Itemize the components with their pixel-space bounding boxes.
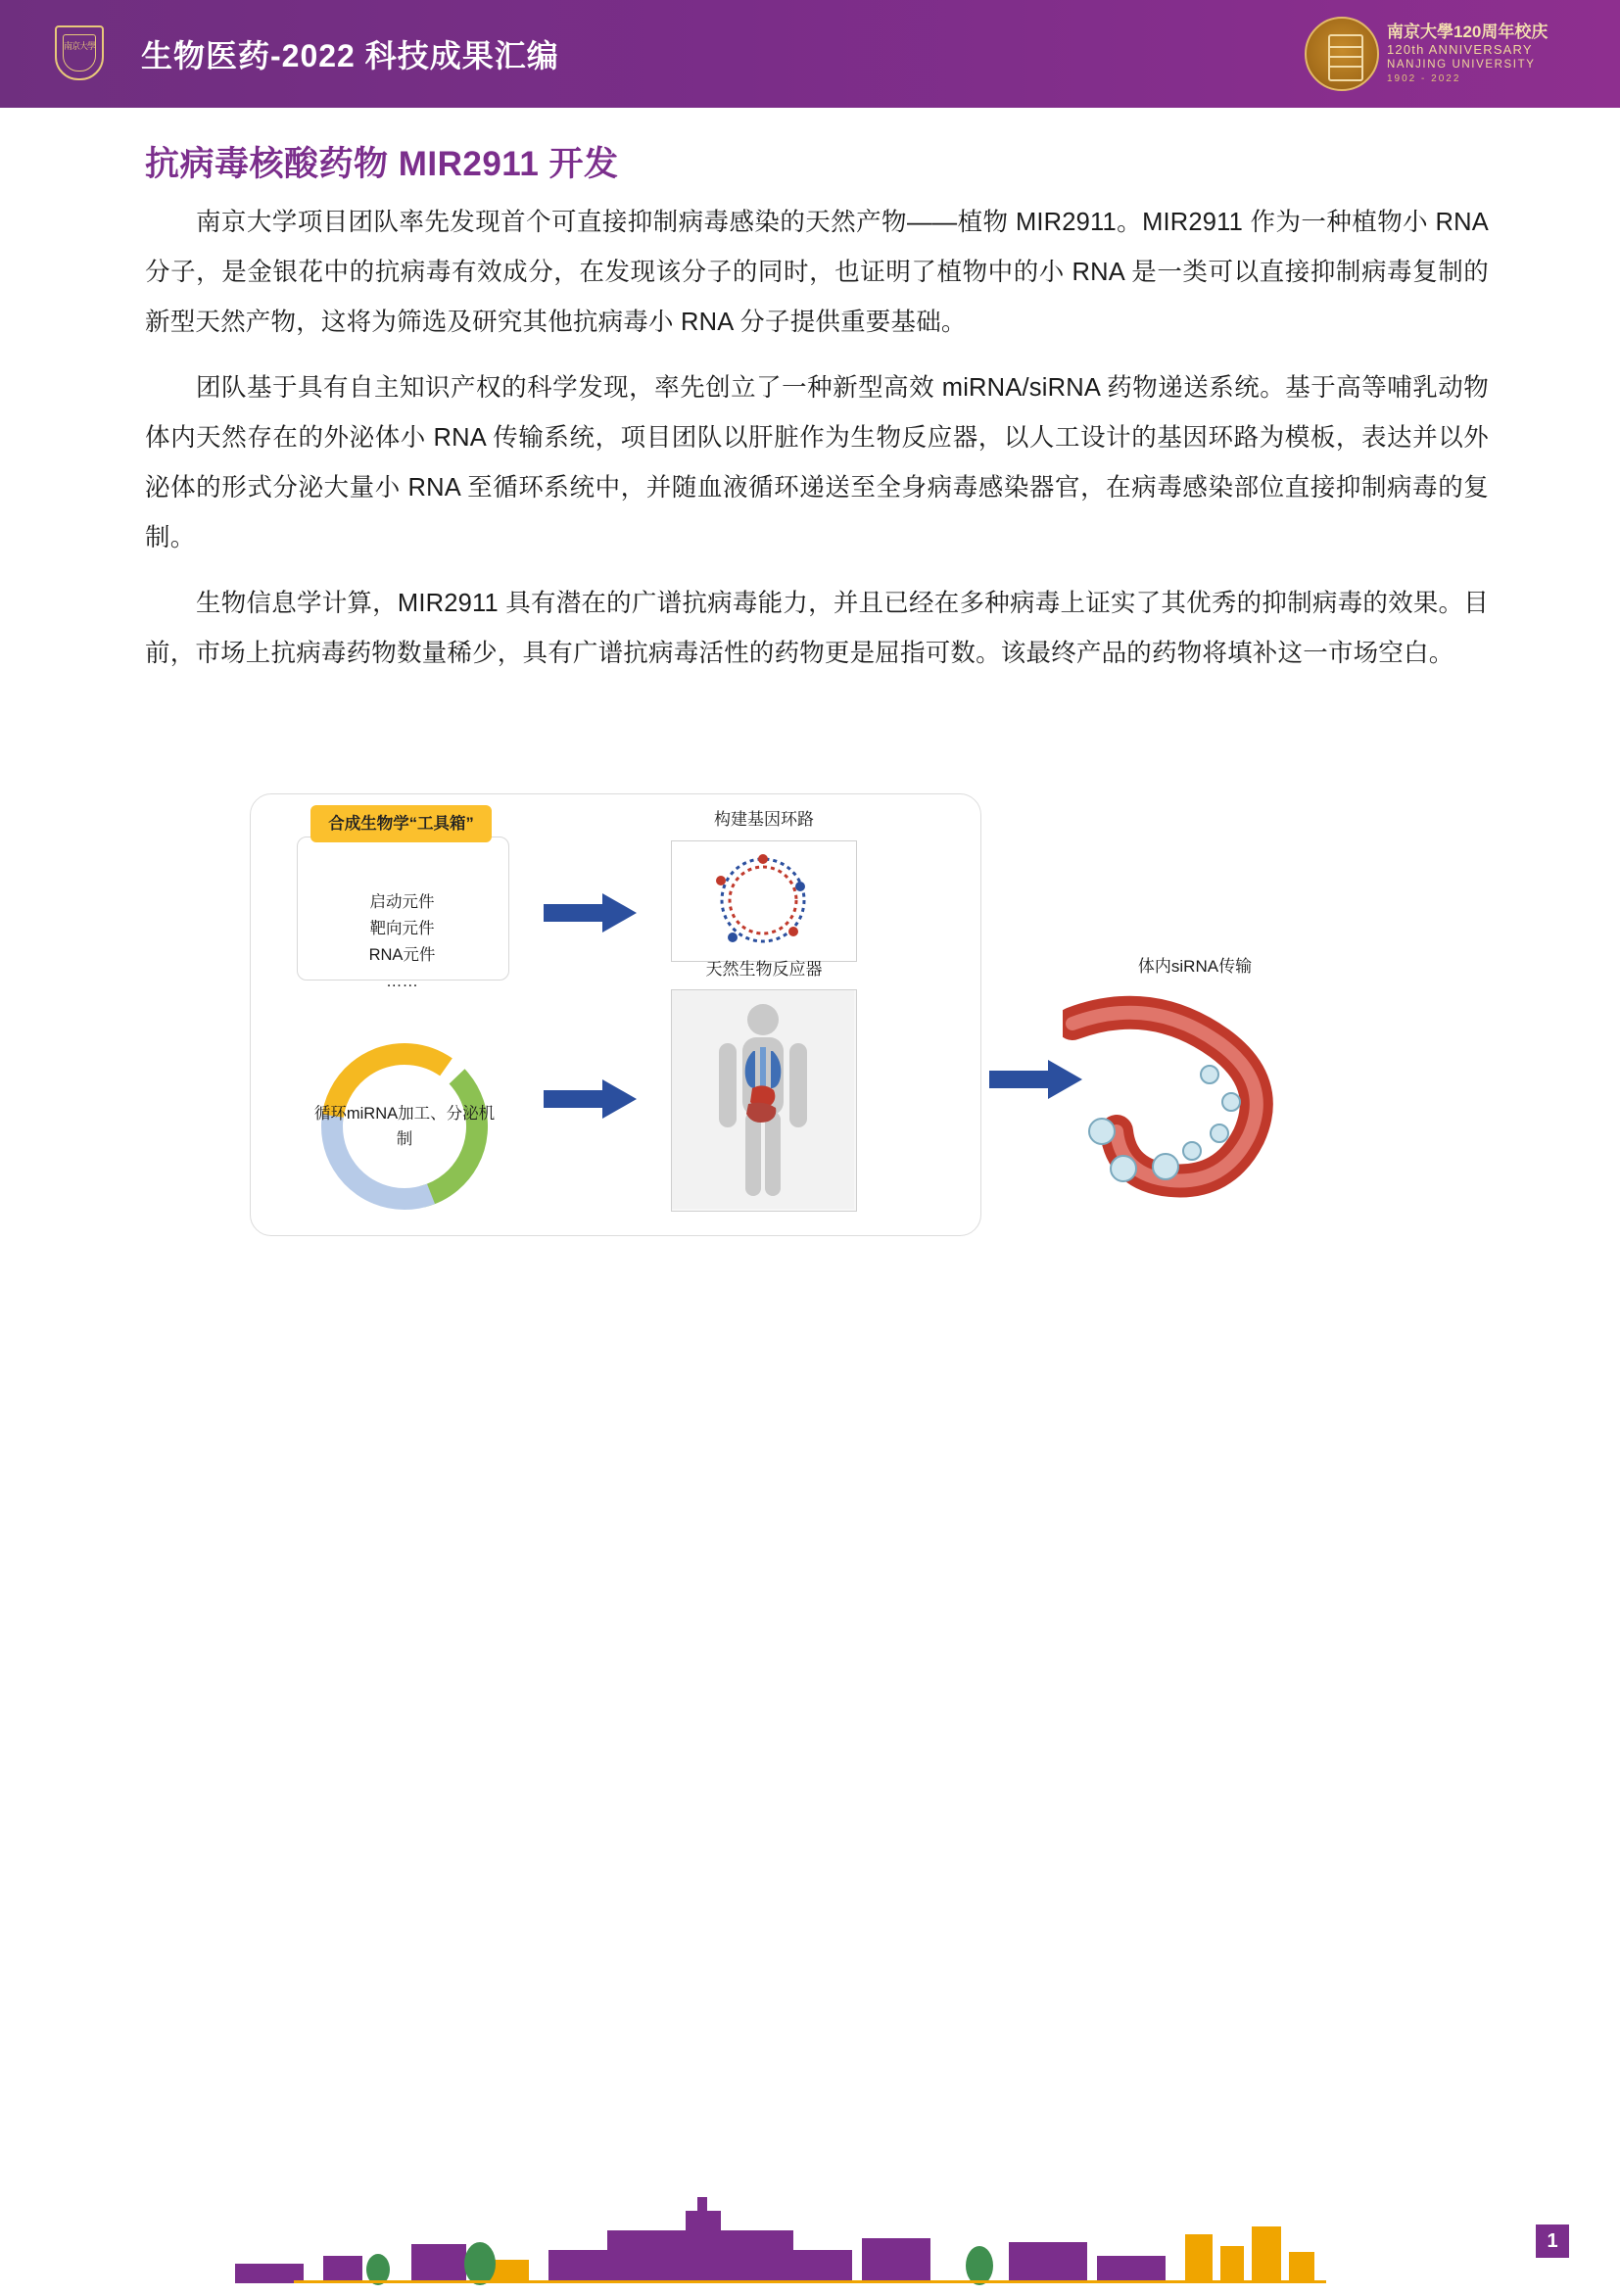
circulating-mirna-donut: [307, 1028, 502, 1224]
anniversary-en-line2: NANJING UNIVERSITY: [1387, 59, 1536, 72]
paragraph: 生物信息学计算，MIR2911 具有潜在的广谱抗病毒能力，并且已经在多种病毒上证实了其优秀的抑制病毒的效果。目前，市场上抗病毒药物数量稀少，具有广谱抗病毒活性的药物更是屈指可数。该最终产品的药物将填补这一市场空白。: [145, 590, 1489, 667]
campus-skyline-decoration-icon: [0, 2174, 1620, 2291]
bioreactor-caption: 天然生物反应器: [705, 960, 823, 979]
arrow-donut-to-bioreactor-icon: [544, 1077, 637, 1121]
university-emblem-icon: [55, 25, 108, 82]
anniversary-en-line1: 120th ANNIVERSARY: [1387, 42, 1533, 58]
anniversary-logo: [1305, 8, 1569, 100]
blood-vessel-illustration: [1063, 984, 1317, 1200]
anniversary-cn-text: 南京大學120周年校庆: [1387, 22, 1549, 41]
page-header: [0, 0, 1620, 108]
footer-rule: [294, 2280, 1326, 2283]
toolbox-items: [297, 889, 507, 995]
human-body-bioreactor-image: [671, 989, 857, 1212]
gene-circuit-image: [671, 840, 857, 962]
page-number-badge: 1: [1536, 2224, 1569, 2258]
toolbox-item: RNA元件: [368, 946, 436, 964]
paragraph: 南京大学项目团队率先发现首个可直接抑制病毒感染的天然产物——植物 MIR2911。MIR2911 作为一种植物小 RNA 分子，是金银花中的抗病毒有效成分，在发现该分子的同时，也证明了植物中的小 RNA 是一类可以直接抑制病毒复制的新型天然产物，这将为筛选及研究其他抗病毒小 RNA 分子提供重要基础。: [145, 209, 1489, 336]
article-body: [145, 198, 1489, 694]
arrow-toolbox-to-circuit-icon: [544, 891, 637, 934]
anniversary-years: 1902 - 2022: [1387, 73, 1461, 85]
toolbox-item: 启动元件: [369, 893, 435, 911]
page-footer: [0, 2174, 1620, 2291]
anniversary-mark-icon: [1305, 17, 1379, 91]
toolbox-item: 靶向元件: [369, 920, 435, 937]
delivery-caption: 体内siRNA传输: [1137, 957, 1253, 976]
header-title: 生物医药-2022 科技成果汇编: [141, 38, 559, 73]
toolbox-title: 合成生物学“工具箱”: [310, 805, 492, 842]
emblem-text: 南京大學: [63, 34, 96, 72]
donut-label: 循环miRNA加工、分泌机制: [313, 1105, 496, 1148]
paragraph: 团队基于具有自主知识产权的科学发现，率先创立了一种新型高效 miRNA/siRNA 药物递送系统。基于高等哺乳动物体内天然存在的外泌体小 RNA 传输系统，项目团队以肝脏作为生物反应器，以人工设计的基因环路为模板，表达并以外泌体的形式分泌大量小 RNA 至循环系统中，并随血液循环递送至全身病毒感染器官，在病毒感染部位直接抑制病毒的复制。: [145, 374, 1489, 551]
circuit-caption: 构建基因环路: [714, 810, 814, 829]
toolbox-item: ……: [386, 973, 418, 990]
page-title: 抗病毒核酸药物 MIR2911 开发: [145, 145, 619, 183]
figure-mirna-delivery-system: [250, 784, 1376, 1244]
